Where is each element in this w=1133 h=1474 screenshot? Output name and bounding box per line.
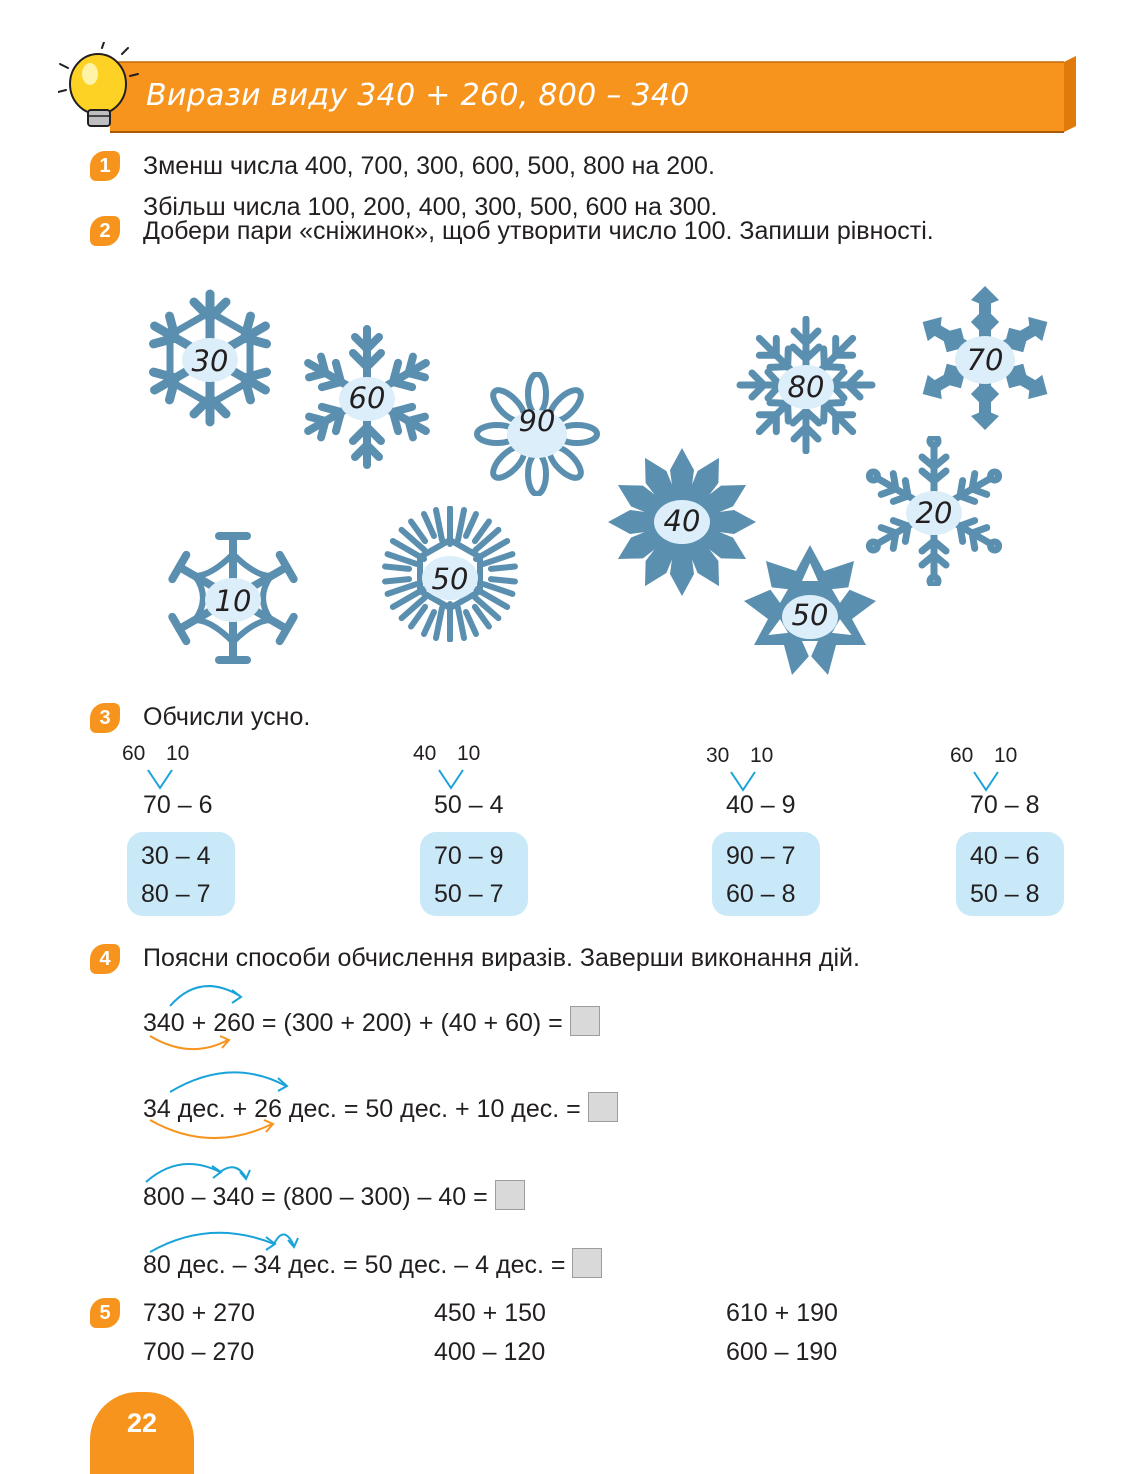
equation-text: 34 дес. + 26 дес. = 50 дес. + 10 дес. = [143,1095,581,1123]
split-expression: 40 – 9 [726,791,796,819]
snowflake-label: 90 [518,404,556,438]
answer-box[interactable] [588,1092,618,1122]
expression-pill [956,832,1064,916]
answer-box[interactable] [572,1248,602,1278]
split-v-mark [146,768,174,790]
task5-expression: 730 + 270 [143,1299,255,1327]
split-v-mark [972,770,1000,792]
expression-pill [127,832,235,916]
task4-text: Поясни способи обчислення виразів. Заверши виконання дій. [143,944,860,972]
snowflake-label: 70 [966,343,1004,377]
pill-expression: 70 – 9 [434,842,504,870]
snowflake-label: 60 [348,381,386,415]
task1-line1: Зменш числа 400, 700, 300, 600, 500, 800 на 200. [143,152,715,180]
split-left: 40 [413,742,437,765]
split-v-mark [437,768,465,790]
task-number-4: 4 [90,944,120,974]
task5-expression: 610 + 190 [726,1299,838,1327]
equation-text: 80 дес. – 34 дес. = 50 дес. – 4 дес. = [143,1251,566,1279]
split-left: 30 [706,744,730,767]
pill-expression: 30 – 4 [141,842,211,870]
snowflake-label: 50 [431,562,469,596]
task-number-5: 5 [90,1298,120,1328]
split-expression: 70 – 8 [970,791,1040,819]
split-left: 60 [950,744,974,767]
task1-line2: Збільш числа 100, 200, 400, 300, 500, 600 на 300. [143,193,718,221]
task-number-2: 2 [90,216,120,246]
equation-2 [143,1092,618,1124]
split-expression: 50 – 4 [434,791,504,819]
task2-text: Добери пари «сніжинок», щоб утворити число 100. Запиши рівності. [143,217,934,245]
split-right: 10 [994,744,1018,767]
equation-4 [143,1248,602,1280]
pill-expression: 90 – 7 [726,842,796,870]
pill-expression: 60 – 8 [726,880,796,908]
split-expression: 70 – 6 [143,791,213,819]
task3-text: Обчисли усно. [143,703,311,731]
split-right: 10 [457,742,481,765]
task5-expression: 600 – 190 [726,1338,838,1366]
snowflake-label: 10 [214,584,252,618]
expression-pill [712,832,820,916]
snowflake-label: 40 [663,504,701,538]
split-v-mark [729,770,757,792]
equation-3 [143,1180,525,1212]
split-right: 10 [166,742,190,765]
snowflake-label: 20 [915,496,953,530]
pill-expression: 40 – 6 [970,842,1040,870]
snowflake-label: 80 [787,370,825,404]
equation-text: 340 + 260 = (300 + 200) + (40 + 60) = [143,1009,563,1037]
task-number-1: 1 [90,151,120,181]
split-right: 10 [750,744,774,767]
lightbulb-icon [58,42,148,137]
task5-expression: 450 + 150 [434,1299,546,1327]
expression-pill [420,832,528,916]
task5-expression: 700 – 270 [143,1338,255,1366]
answer-box[interactable] [570,1006,600,1036]
pill-expression: 50 – 8 [970,880,1040,908]
answer-box[interactable] [495,1180,525,1210]
page-title: Вирази виду 340 + 260, 800 – 340 [146,78,690,113]
pill-expression: 50 – 7 [434,880,504,908]
task-number-3: 3 [90,703,120,733]
snowflake-label: 30 [191,344,229,378]
split-left: 60 [122,742,146,765]
equation-1 [143,1006,600,1038]
pill-expression: 80 – 7 [141,880,211,908]
snowflake-label: 50 [791,598,829,632]
equation-text: 800 – 340 = (800 – 300) – 40 = [143,1183,488,1211]
page-number: 22 [126,1408,158,1438]
task5-expression: 400 – 120 [434,1338,546,1366]
